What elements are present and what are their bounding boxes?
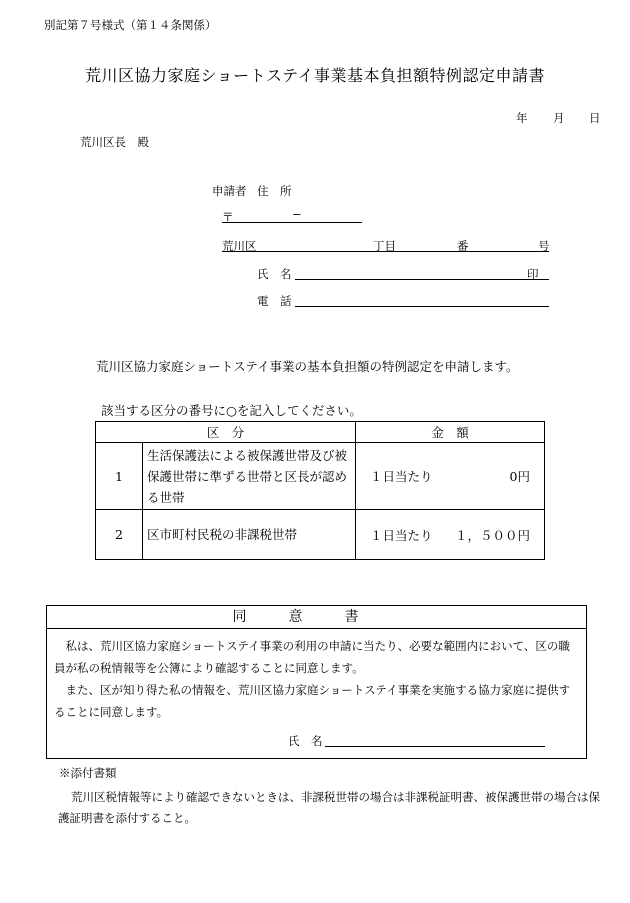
table-row xyxy=(96,510,545,560)
row-desc: 区市町村民税の非課税世帯 xyxy=(143,510,356,560)
chome-label: 丁目 xyxy=(373,239,396,253)
date-month: 月 xyxy=(553,111,565,125)
row-amount-value: １，５００円 xyxy=(454,527,530,543)
amount-header: 金 額 xyxy=(356,422,545,443)
address-label: 住 所 xyxy=(257,184,292,198)
row-amount-value: 0円 xyxy=(509,469,530,484)
name-field[interactable] xyxy=(295,279,549,280)
applicant-label: 申請者 xyxy=(212,184,247,198)
row-amount xyxy=(356,443,545,510)
application-statement: 荒川区協力家庭ショートステイ事業の基本負担額の特例認定を申請します。 xyxy=(96,359,519,374)
row-amount xyxy=(356,510,545,560)
postal-dash: − xyxy=(292,207,302,221)
go-label: 号 xyxy=(538,239,550,253)
ward-label: 荒川区 xyxy=(222,239,257,253)
category-header: 区 分 xyxy=(96,422,356,443)
row-unit: １日当たり xyxy=(370,469,433,484)
consent-name-field[interactable] xyxy=(325,746,545,747)
row-desc: 生活保護法による被保護世帯及び被保護世帯に準ずる世帯と区長が認める世帯 xyxy=(143,443,356,510)
consent-box xyxy=(46,605,587,759)
attachment-text: 荒川区税情報等により確認できないときは、非課税世帯の場合は非課税証明書、被保護世帯の場合は保護証明書を添付すること。 xyxy=(58,790,600,825)
table-header-row xyxy=(96,422,545,443)
instruction-text: 該当する区分の番号に○を記入してください。 xyxy=(101,403,362,418)
date-year: 年 xyxy=(516,111,528,125)
phone-field[interactable] xyxy=(295,306,549,307)
phone-label: 電 話 xyxy=(257,294,292,308)
consent-name-label: 氏 名 xyxy=(288,734,323,748)
form-label: 別記第７号様式（第１４条関係） xyxy=(44,18,217,32)
consent-para-1: 私は、荒川区協力家庭ショートステイ事業の利用の申請に当たり、必要な範囲内において、区の職員が私の税情報等を公簿により確認することに同意します。 xyxy=(54,639,570,675)
postal-code-field[interactable] xyxy=(222,222,362,223)
attachment-heading: ※添付書類 xyxy=(59,766,117,780)
category-table xyxy=(95,421,545,560)
row-number-cell[interactable]: 1 xyxy=(96,443,143,510)
page-title: 荒川区協力家庭ショートステイ事業基本負担額特例認定申請書 xyxy=(84,66,546,85)
table-row xyxy=(96,443,545,510)
name-label: 氏 名 xyxy=(257,267,292,281)
consent-para-2: また、区が知り得た私の情報を、荒川区協力家庭ショートステイ事業を実施する協力家庭に提供することに同意します。 xyxy=(54,683,571,719)
address-field[interactable] xyxy=(222,251,549,252)
date-day: 日 xyxy=(589,111,601,125)
postal-mark: 〒 xyxy=(222,210,234,224)
consent-title: 同意書 xyxy=(47,606,586,629)
addressee: 荒川区長 殿 xyxy=(80,135,149,149)
row-number-cell[interactable]: 2 xyxy=(96,510,143,560)
seal-mark: 印 xyxy=(527,267,539,281)
ban-label: 番 xyxy=(457,239,469,253)
row-unit: １日当たり xyxy=(370,527,433,543)
